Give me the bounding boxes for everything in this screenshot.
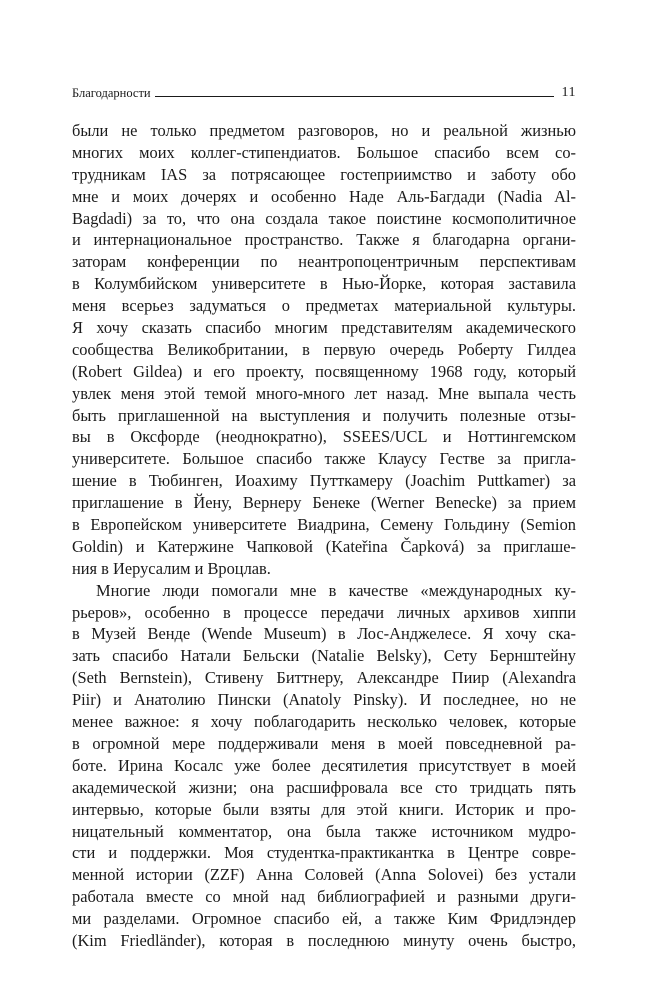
text-line: менее важное: я хочу поблагодарить несколько человек, которые (72, 712, 576, 732)
text-line: были не только предметом разговоров, но и реальной жизнью (72, 121, 576, 140)
text-line: заторам конференции по неантропоцентричным перспективам (72, 252, 576, 272)
text-line: вы в Оксфорде (неоднократно), SSEES/UCL и Ноттингемском (72, 427, 576, 447)
text-line: академической жизни; она расшифровала все сто тридцать пять (72, 777, 576, 797)
text-line: Bagdadi) за то, что она создала такое поистине космополитичное (72, 208, 576, 228)
page-number: 11 (561, 85, 576, 100)
text-line: Я хочу сказать спасибо многим представителям академического (72, 318, 576, 338)
text-line: менной истории (ZZF) Анна Соловей (Anna Solovei) без устали (72, 865, 576, 885)
text-line: меня всерьез задуматься о предметах материальной культуры. (72, 296, 576, 316)
text-line: приглашение в Йену, Вернеру Бенеке (Werner Benecke) за прием (72, 493, 576, 513)
text-line: ми разделами. Огромное спасибо ей, а также Ким Фридлэндер (72, 909, 576, 929)
text-line: ния в Иерусалим и Вроцлав. (72, 558, 271, 578)
text-line: зать спасибо Натали Бельски (Natalie Belsky), Сету Бернштейну (72, 646, 576, 666)
text-line: работала вместе со мной над библиографией и разными други- (72, 887, 576, 907)
text-line: шение в Тюбинген, Иоахиму Путткамеру (Joachim Puttkamer) за (72, 471, 576, 491)
text-line: в Европейском университете Виадрина, Семену Гольдину (Semion (72, 515, 576, 535)
text-line: университете. Большое спасибо также Клаусу Гестве за пригла- (72, 449, 576, 469)
text-line: в Колумбийском университете в Нью-Йорке, которая заставила (72, 274, 576, 294)
text-line: быть приглашенной на выступления и получить полезные отзы- (72, 405, 576, 425)
text-line: Многие люди помогали мне в качестве «международных ку- (96, 580, 576, 600)
text-line: (Seth Bernstein), Стивену Биттнеру, Александре Пиир (Alexandra (72, 668, 576, 688)
paragraph-2 (72, 580, 576, 952)
text-line: сообщества Великобритании, в первую очередь Роберту Гилдеа (72, 339, 576, 359)
text-line: Goldin) и Катержине Чапковой (Kateřina Čapková) за приглаше- (72, 536, 576, 556)
text-line: (Robert Gildea) и его проекту, посвященному 1968 году, который (72, 361, 576, 381)
text-line: трудникам IAS за потрясающее гостеприимство и заботу обо (72, 164, 576, 184)
text-line: увлек меня этой темой много-много лет назад. Мне выпала честь (72, 383, 576, 403)
text-line: интервью, которые были взяты для этой книги. Историк и про- (72, 799, 576, 819)
text-line: мне и моих дочерях и особенно Наде Аль-Багдади (Nadia Al- (72, 186, 576, 206)
text-line: в Музей Венде (Wende Museum) в Лос-Анджелесе. Я хочу ска- (72, 624, 576, 644)
text-line: боте. Ирина Косалс уже более десятилетия присутствует в моей (72, 755, 576, 775)
text-line: и интернациональное пространство. Также я благодарна органи- (72, 230, 576, 250)
paragraph-1 (72, 120, 576, 580)
text-line: сти и поддержки. Моя студентка-практикантка в Центре совре- (72, 843, 576, 863)
text-line: ницательный комментатор, она была также источником мудро- (72, 821, 576, 841)
text-line: (Kim Friedländer), которая в последнюю минуту очень быстро, (72, 930, 576, 950)
text-line: рьеров», особенно в процессе передачи личных архивов хиппи (72, 602, 576, 622)
text-line: в огромной мере поддерживали меня в моей повседневной ра- (72, 733, 576, 753)
text-line: Piir) и Анатолию Пински (Anatoly Pinsky). И последнее, но не (72, 690, 576, 710)
body-text (72, 120, 576, 952)
header-rule (155, 96, 554, 97)
running-header-title: Благодарности (72, 86, 151, 100)
text-line: многих моих коллег-стипендиатов. Большое спасибо всем со- (72, 142, 576, 162)
running-header (72, 80, 576, 100)
